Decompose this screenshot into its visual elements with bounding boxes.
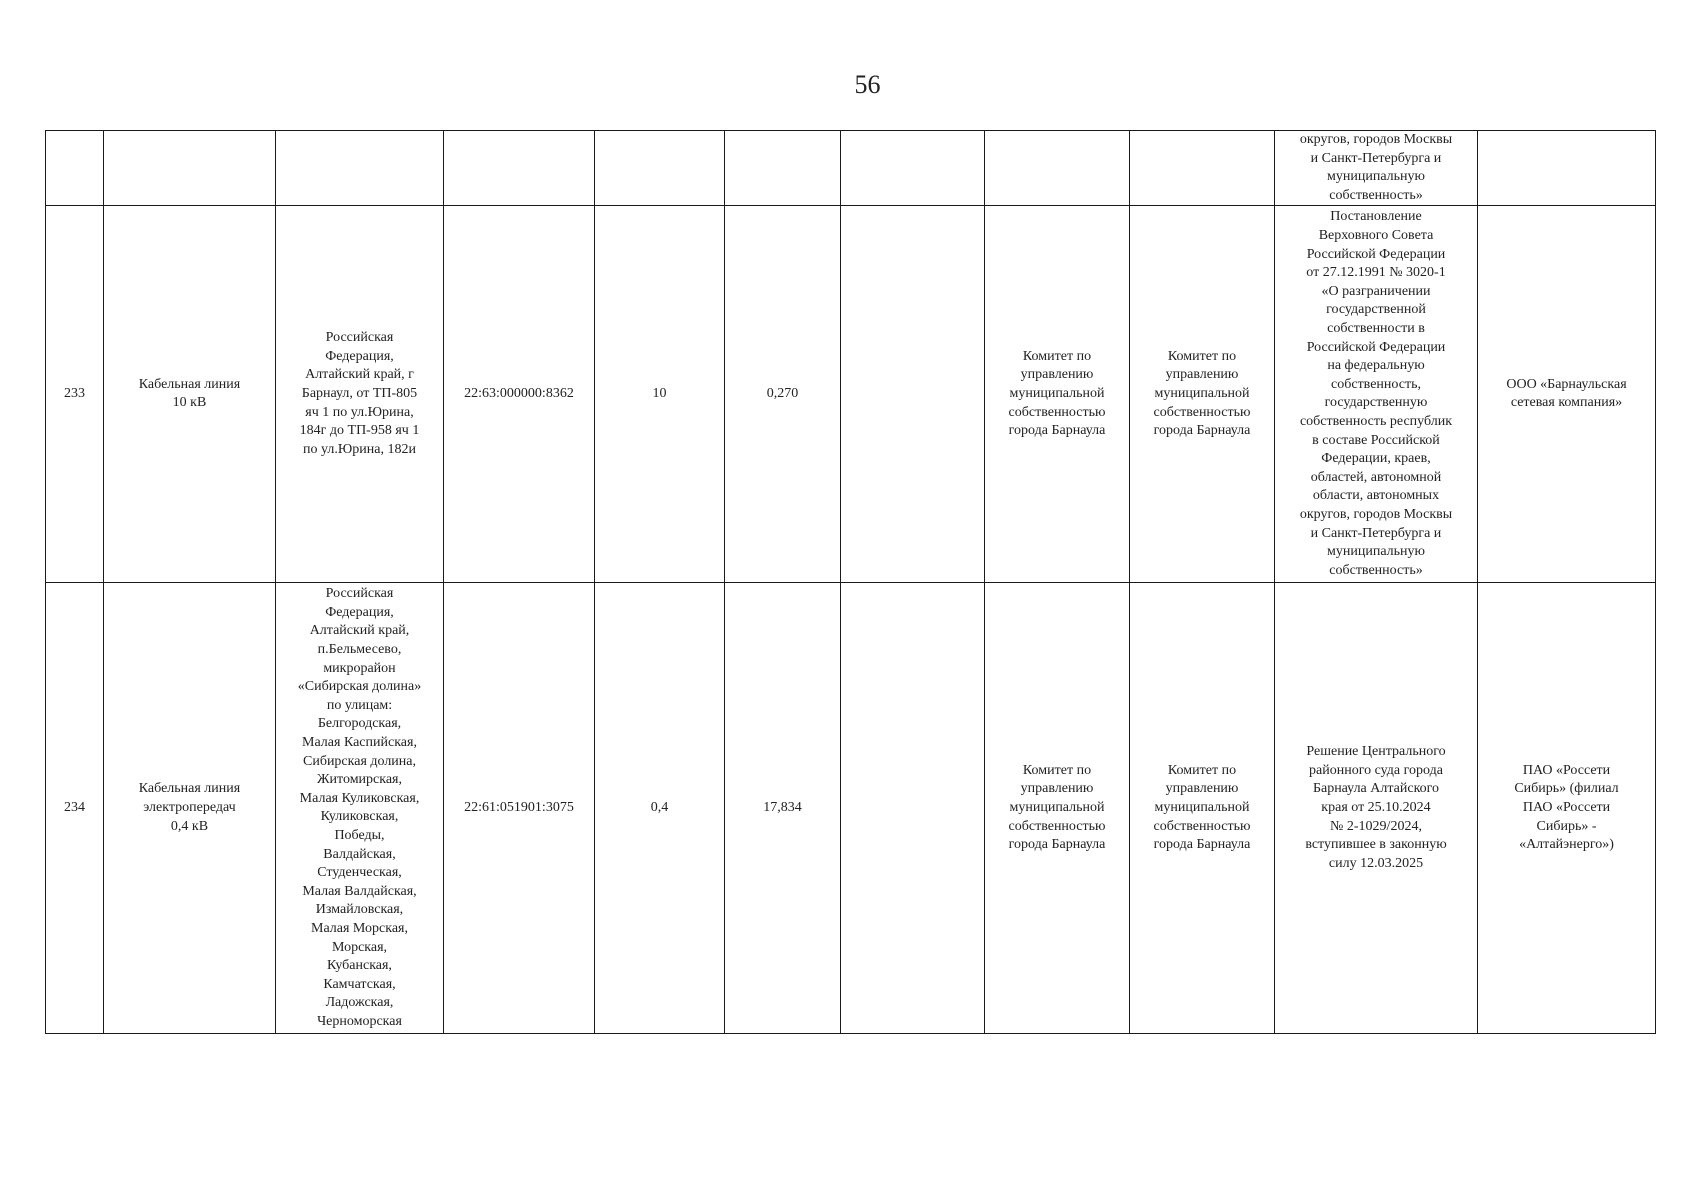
holder-cell (985, 206, 1130, 583)
cadastral-cell (444, 583, 595, 1034)
object-address: Российская Федерация, Алтайский край, п.Бельмесево, микрорайон «Сибирская долина» по улицам: Белгородская, Малая Каспийская, Сибирская долина, Житомирская, Малая Куликовская, Куликовская, Победы, Валдайская, Студенческая, Малая Валдайская, Измайловская, Малая Морская, Морская, Кубанская, Камчатская, Ладожская, Черноморская (297, 586, 422, 1029)
cadastral-number: 22:61:051901:3075 (464, 800, 574, 816)
voltage-value: 0,4 (650, 800, 669, 816)
holder-name: Комитет по управлению муниципальной собственностью города Барнаула (1008, 762, 1106, 853)
object-name-cell (104, 131, 276, 206)
object-name-cell (104, 206, 276, 583)
row-number: 233 (64, 386, 85, 402)
owner-cell (1130, 131, 1275, 206)
basis-cell (1275, 206, 1478, 583)
address-cell (276, 206, 444, 583)
owner-name: Комитет по управлению муниципальной собственностью города Барнаула (1153, 348, 1251, 439)
address-cell (276, 131, 444, 206)
page-number: 56 (854, 70, 881, 99)
object-name: Кабельная линия электропередач 0,4 кВ (138, 781, 241, 834)
row-number-cell (46, 131, 104, 206)
length-cell (725, 583, 841, 1034)
grid-organization: ООО «Барнаульская сетевая компания» (1506, 376, 1627, 411)
object-address: Российская Федерация, Алтайский край, г Барнаул, от ТП-805 яч 1 по ул.Юрина, 184г до ТП-958 яч 1 по ул.Юрина, 182и (299, 330, 420, 457)
row-number-cell (46, 206, 104, 583)
object-name: Кабельная линия 10 кВ (138, 376, 241, 411)
owner-name: Комитет по управлению муниципальной собственностью города Барнаула (1153, 762, 1251, 853)
holder-name: Комитет по управлению муниципальной собственностью города Барнаула (1008, 348, 1106, 439)
table-row (46, 131, 1656, 206)
organization-cell (1478, 583, 1656, 1034)
length-cell (725, 131, 841, 206)
table-row (46, 206, 1656, 583)
voltage-cell (595, 206, 725, 583)
owner-cell (1130, 206, 1275, 583)
cadastral-number: 22:63:000000:8362 (464, 386, 574, 402)
organization-cell (1478, 206, 1656, 583)
organization-cell (1478, 131, 1656, 206)
basis-cell (1275, 583, 1478, 1034)
holder-cell (985, 131, 1130, 206)
voltage-cell (595, 583, 725, 1034)
holder-cell (985, 583, 1130, 1034)
row-number: 234 (64, 800, 85, 816)
basis-cell (1275, 131, 1478, 206)
grid-organization: ПАО «Россети Сибирь» (филиал ПАО «Россети Сибирь» - «Алтайэнерго») (1514, 762, 1619, 853)
cadastral-cell (444, 206, 595, 583)
length-cell (725, 206, 841, 583)
empty-cell (841, 583, 985, 1034)
voltage-cell (595, 131, 725, 206)
owner-cell (1130, 583, 1275, 1034)
property-registry-table (45, 130, 1656, 1034)
row-number-cell (46, 583, 104, 1034)
empty-cell (841, 206, 985, 583)
table-row (46, 583, 1656, 1034)
empty-cell (841, 131, 985, 206)
cadastral-cell (444, 131, 595, 206)
object-name-cell (104, 583, 276, 1034)
length-value: 0,270 (766, 386, 799, 402)
address-cell (276, 583, 444, 1034)
legal-basis: Постановление Верховного Совета Российской Федерации от 27.12.1991 № 3020-1 «О разграничении государственной собственности в Российской Федерации на федеральную собственность, государственную собственность республик в составе Российской Федерации, краев, областей, автономной области, автономных округов, городов Москвы и Санкт-Петербурга и муниципальную собственность» (1299, 209, 1453, 578)
legal-basis: округов, городов Москвы и Санкт-Петербурга и муниципальную собственность» (1299, 132, 1453, 203)
length-value: 17,834 (763, 800, 802, 816)
voltage-value: 10 (652, 386, 667, 402)
legal-basis: Решение Центрального районного суда города Барнаула Алтайского края от 25.10.2024 № 2-1029/2024, вступившее в законную силу 12.03.2025 (1305, 744, 1447, 871)
